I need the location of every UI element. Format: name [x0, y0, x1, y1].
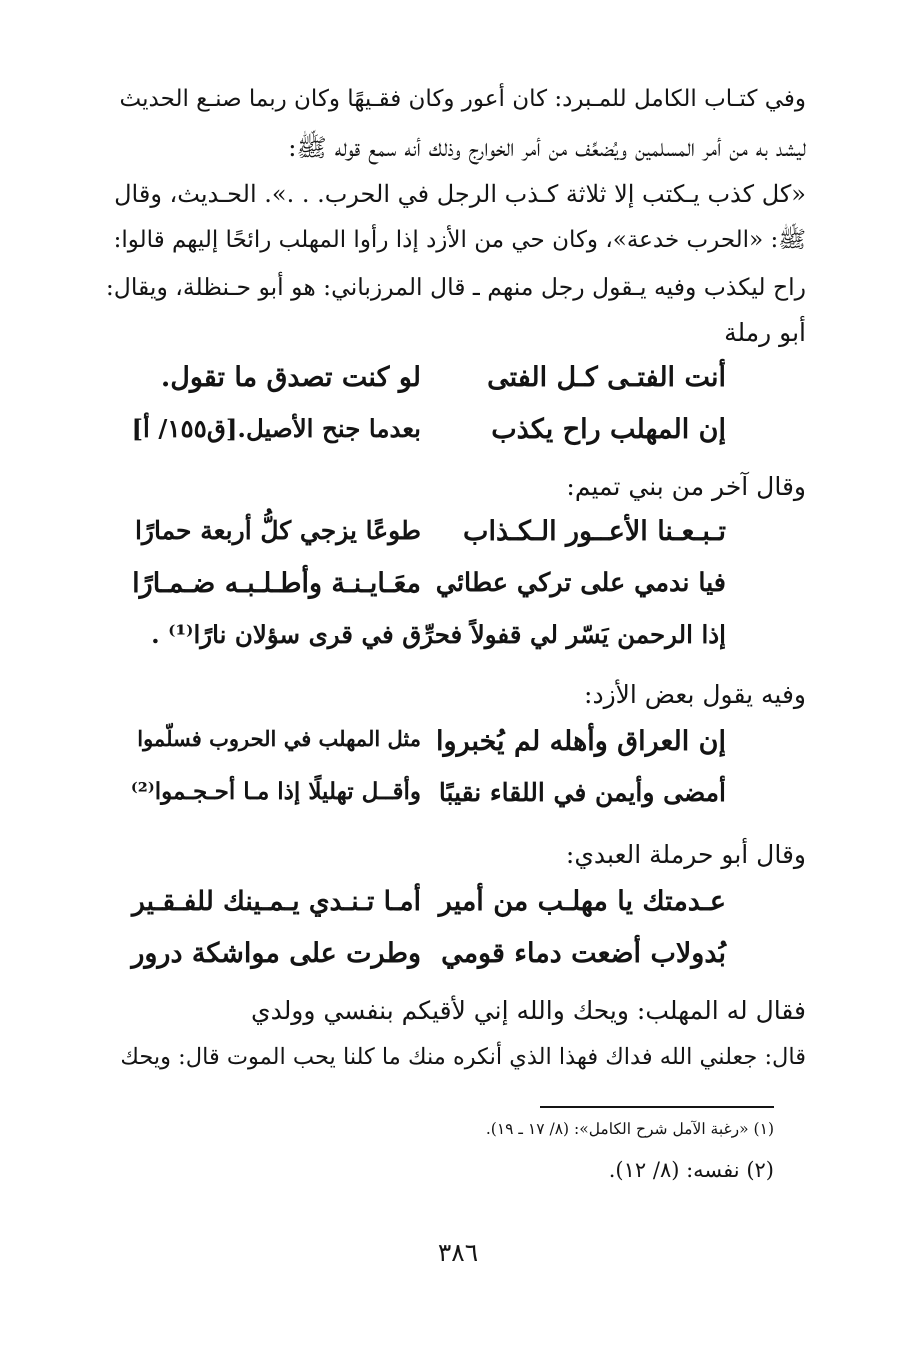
footnote: (١) «رغبة الآمل شرح الكامل»: (٨/ ١٧ ـ ١٩). [485, 1120, 774, 1138]
page-number: ٣٨٦ [437, 1238, 479, 1267]
prose-line: راح ليكذب وفيه يـقول رجل منهم ـ قال المرزباني: هو أبو حـنظلة، ويقال: [105, 273, 806, 301]
footnote: (٢) نفسه: (٨/ ١٢). [608, 1158, 774, 1182]
poem-intro: وفيه يقول بعض الأزد: [584, 680, 806, 709]
prose-line: «كل كذب يـكتب إلا ثلاثة كـذب الرجل في الحرب. . .». الحـديث، وقال [114, 180, 806, 208]
prose-line: ليشد به من أمر المسلمين ويُضعِّف من أمر الخوارج وذلك أنه سمع قوله ﷺ: [288, 133, 806, 162]
prose-line: وفي كتـاب الكامل للمـبرد: كان أعور وكان فقـيهًا وكان ربما صنـع الحديث [119, 86, 806, 112]
verse-second-hemistich: وطرت على مواشكة درور [131, 938, 421, 969]
verse-second-hemistich: لو كنت تصدق ما تقول. [160, 362, 421, 393]
verse-full-line: إذا الرحمن يَسّر لي قفولاً فحرِّق في قرى سؤلان نارًا⁽¹⁾ . [151, 620, 726, 649]
verse-second-hemistich: طوعًا يزجي كلُّ أربعة حمارًا [134, 516, 421, 545]
verse-first-hemistich: إن العراق وأهله لم يُخبروا [436, 726, 726, 757]
verse-first-hemistich: إن المهلب راح يكذب [491, 414, 726, 445]
verse-first-hemistich: أنت الفتـى كـل الفتى [487, 362, 726, 393]
verse-second-hemistich: أمـا تـنـدي يـمـينك للفـقـير [132, 886, 421, 917]
verse-first-hemistich: عـدمتك يا مهلـب من أمير [438, 886, 726, 917]
verse-second-hemistich: وأقــل تهليلًا إذا مـا أحـجـموا⁽²⁾ [130, 778, 421, 805]
poem-intro: وقال آخر من بني تميم: [566, 472, 806, 501]
prose-line: فقال له المهلب: ويحك والله إني لأقيكم بنفسي وولدي [251, 996, 806, 1025]
poem-intro: وقال أبو حرملة العبدي: [565, 840, 806, 869]
prose-line: أبو رملة [724, 318, 806, 347]
verse-first-hemistich: بُدولاب أضعت دماء قومي [441, 938, 726, 969]
verse-second-hemistich: معَـايـنـة وأطـلـبـه ضـمـارًا [132, 568, 421, 599]
verse-second-hemistich: مثل المهلب في الحروب فسلّموا [137, 726, 421, 751]
footnote-divider [540, 1106, 774, 1108]
prose-line: ﷺ: «الحرب خدعة»، وكان حي من الأزد إذا رأوا المهلب رائحًا إليهم قالوا: [113, 227, 806, 253]
verse-first-hemistich: فيا ندمي على تركي عطائي [435, 568, 726, 598]
verse-first-hemistich: تـبـعـنا الأعــور الـكـذاب [463, 516, 726, 547]
prose-line: قال: جعلني الله فداك فهذا الذي أنكره منك ما كلنا يحب الموت قال: ويحك [120, 1044, 806, 1070]
verse-first-hemistich: أمضى وأيمن في اللقاء نقيبًا [438, 778, 726, 807]
verse-second-hemistich: بعدما جنح الأصيل.[ق١٥٥/ أ] [131, 414, 421, 443]
